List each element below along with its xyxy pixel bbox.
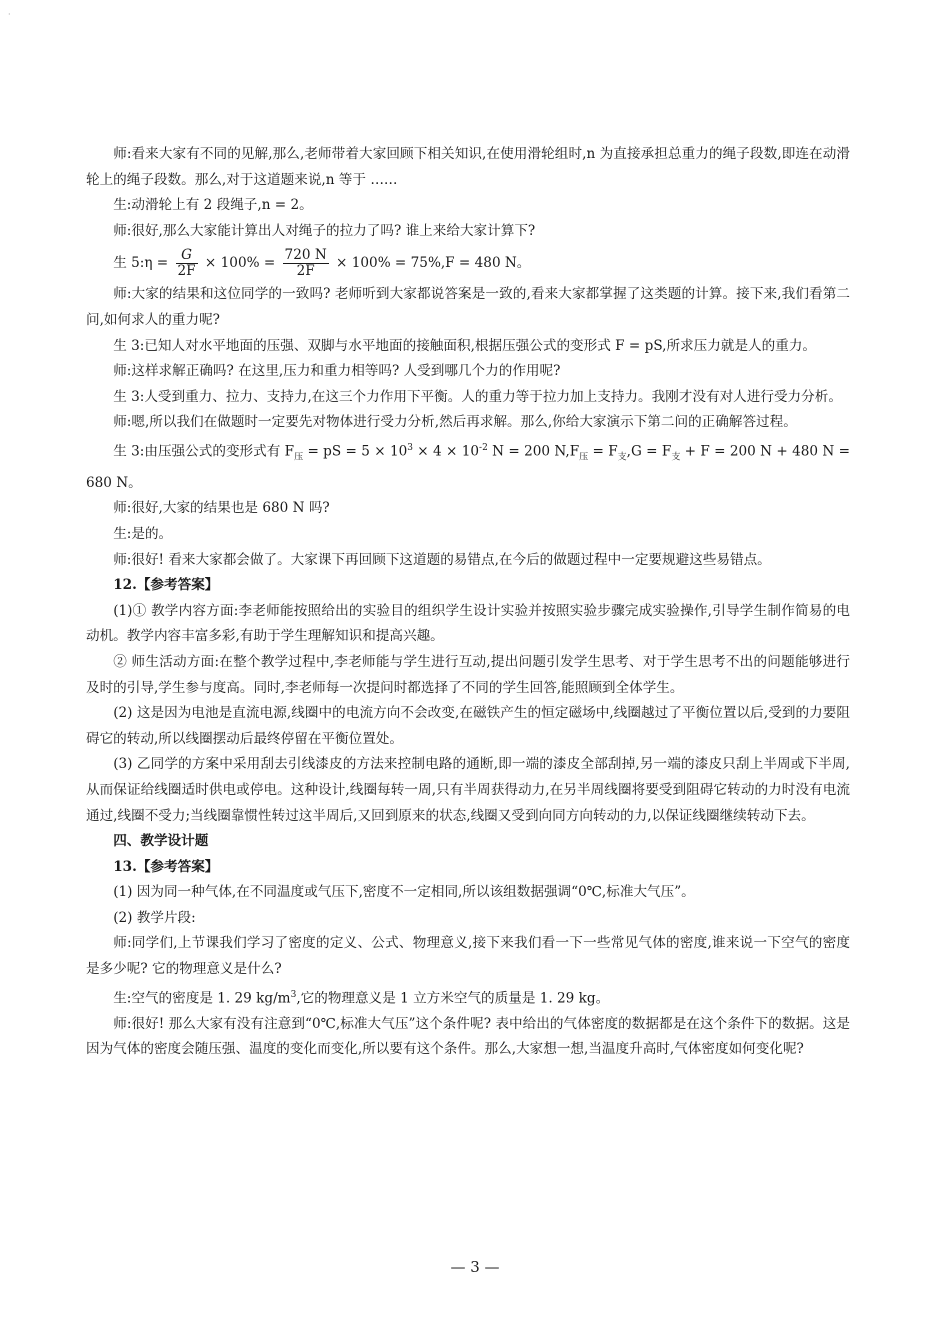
paragraph: ② 师生活动方面:在整个教学过程中,李老师能与学生进行互动,提出问题引发学生思考、对于学生思考不出的问题能够进行及时的引导,学生参与度高。同时,李老师每一次提问时都选择了不同的学生回答,能照顾到全体学生。 (86, 653, 850, 696)
page-content (86, 142, 850, 1063)
air-density-answer: 生:空气的密度是 1. 29 $kg/m^3$,它的物理意义是 1 立方米空气的质量是 1. 29 kg。 (113, 989, 610, 1007)
paragraph: 师:大家的结果和这位同学的一致吗? 老师听到大家都说答案是一致的,看来大家都掌握了这类题的计算。接下来,我们看第二问,如何求人的重力呢? (86, 286, 850, 328)
formula-prefix: 生 5:η = (113, 255, 173, 272)
paragraph: 师:看来大家有不同的见解,那么,老师带着大家回顾下相关知识,在使用滑轮组时,n 为直接承担总重力的绳子段数,即连在动滑轮上的绳子段数。那么,对于这道题来说,n 等于 …… (86, 146, 850, 188)
section4-heading: 四、教学设计题 (113, 833, 209, 850)
page-number: — 3 — (450, 1258, 500, 1276)
paragraph: 生:动滑轮上有 2 段绳子,n = 2。 (113, 197, 313, 214)
paragraph: (2) 这是因为电池是直流电源,线圈中的电流方向不会改变,在磁铁产生的恒定磁场中,线圈越过了平衡位置以后,受到的力要阻碍它的转动,所以线圈摆动后最终停留在平衡位置处。 (86, 705, 850, 747)
paragraph: 生:是的。 (113, 525, 173, 542)
paragraph: (3) 乙同学的方案中采用刮去引线漆皮的方法来控制电路的通断,即一端的漆皮全部刮掉,另一端的漆皮只刮上半周或下半周,从而保证给线圈适时供电或停电。这种设计,线圈每转一周,只有半周获得动力,在另半周线圈将要受到阻碍它转动的力时没有电流通过,线圈不受力;当线圈靠惯性转过这半周后,又回到原来的状态,线圈又受到向同方向转动的力,以保证线圈继续转动下去。 (86, 756, 850, 824)
corner-mark: · (8, 10, 11, 19)
paragraph: 师:很好,那么大家能计算出人对绳子的拉力了吗? 谁上来给大家计算下? (113, 222, 536, 239)
fraction-g-over-2f (176, 248, 198, 279)
fraction-denominator: 2F (296, 263, 315, 280)
fraction-720n-over-2f (283, 248, 329, 279)
paragraph: 生 3:人受到重力、拉力、支持力,在这三个力作用下平衡。人的重力等于拉力加上支持力。我刚才没有对人进行受力分析。 (113, 388, 842, 405)
paragraph: 师:这样求解正确吗? 在这里,压力和重力相等吗? 人受到哪几个力的作用呢? (113, 363, 561, 380)
paragraph: 生 3:已知人对水平地面的压强、双脚与水平地面的接触面积,根据压强公式的变形式 F = pS,所求压力就是人的重力。 (113, 337, 817, 354)
paragraph: (1) 因为同一种气体,在不同温度或气压下,密度不一定相同,所以该组数据强调“0℃,标准大气压”。 (113, 884, 695, 901)
formula-result: × 100% = 75%,F = 480 N。 (331, 255, 531, 272)
paragraph: (2) 教学片段: (113, 909, 196, 926)
paragraph: 师:同学们,上节课我们学习了密度的定义、公式、物理意义,接下来我们看一下一些常见气体的密度,谁来说一下空气的密度是多少呢? 它的物理意义是什么? (86, 935, 850, 978)
paragraph: 师:嗯,所以我们在做题时一定要先对物体进行受力分析,然后再求解。那么,你给大家演示下第二问的正确解答过程。 (113, 414, 797, 431)
efficiency-formula (86, 244, 850, 282)
paragraph: 师:很好! 看来大家都会做了。大家课下再回顾下这道题的易错点,在今后的做题过程中一定要规避这些易错点。 (113, 551, 771, 568)
q12-heading: 12.【参考答案】 (113, 577, 219, 594)
fraction-numerator: 720 N (284, 247, 327, 264)
fraction-numerator: G (176, 248, 198, 264)
pressure-calculation: 生 3:由压强公式的变形式有 $F_压$ = pS = $5 \times 10^3 \times 4 \times 10^{-2}$ N = 200 $N,F_压 = F_支,G = F_支 + F = 200$ N + 480 N = 680 N。 (86, 442, 850, 491)
q13-heading: 13.【参考答案】 (113, 858, 219, 875)
paragraph: 师:很好! 那么大家有没有注意到“0℃,标准大气压”这个条件呢? 表中给出的气体密度的数据都是在这个条件下的数据。这是因为气体的密度会随压强、温度的变化而变化,所以要有这个条件。那么,大家想一想,当温度升高时,气体密度如何变化呢? (86, 1015, 850, 1058)
fraction-denominator: 2F (177, 263, 196, 280)
formula-middle: × 100% = (200, 255, 280, 272)
paragraph: (1)① 教学内容方面:李老师能按照给出的实验目的组织学生设计实验并按照实验步骤完成实验操作,引导学生制作简易的电动机。教学内容丰富多彩,有助于学生理解知识和提高兴趣。 (86, 602, 850, 645)
paragraph: 师:很好,大家的结果也是 680 N 吗? (113, 500, 330, 517)
